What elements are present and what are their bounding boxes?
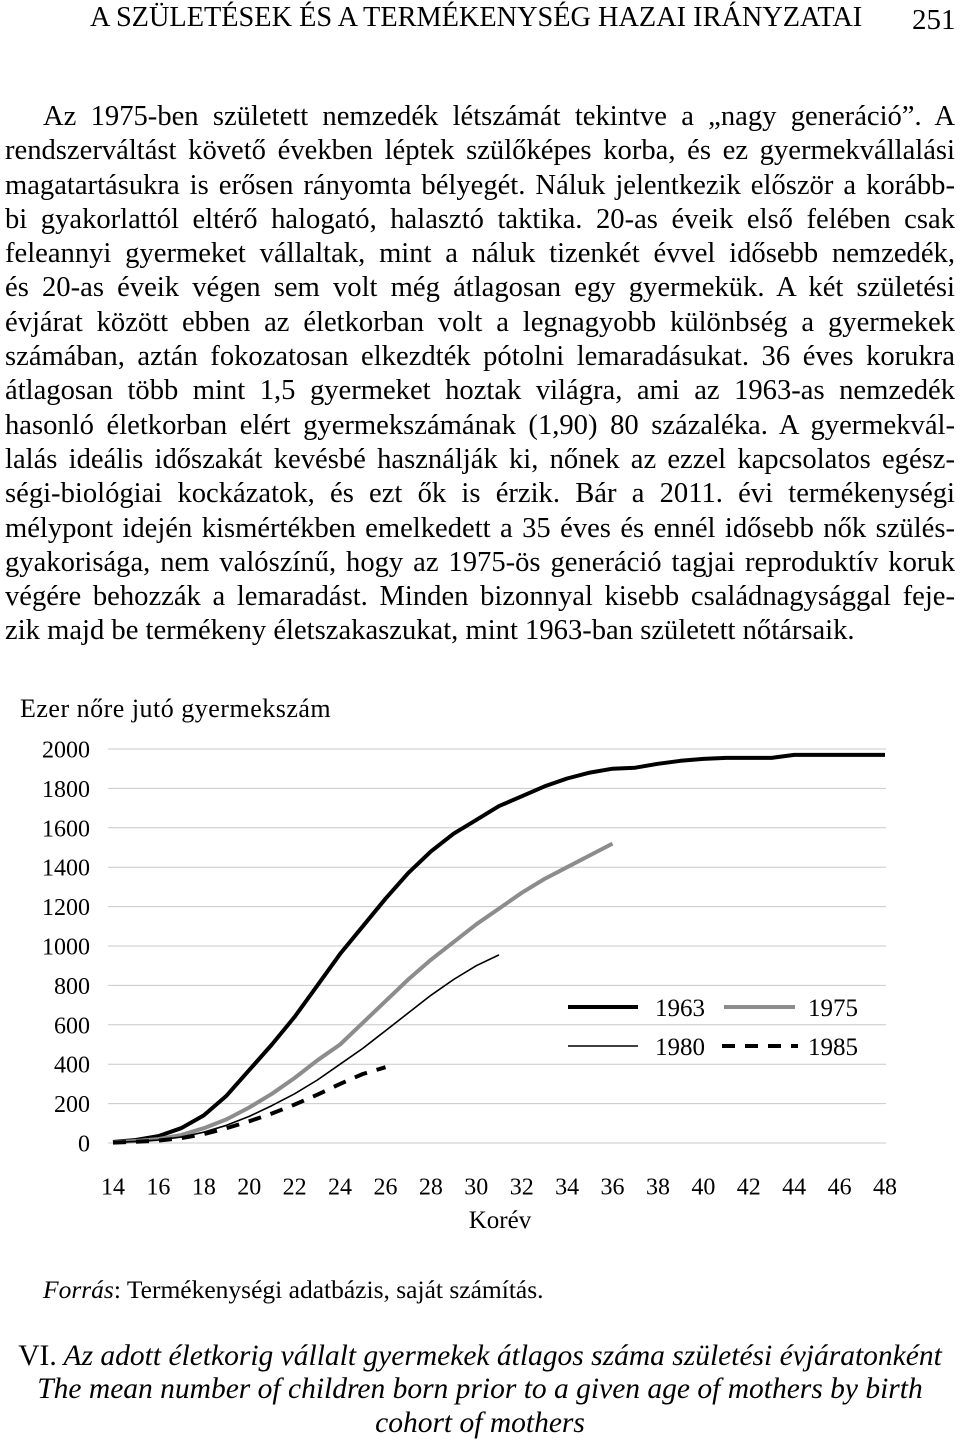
x-tick-label: 34 — [555, 1174, 580, 1201]
y-tick-label: 2000 — [42, 737, 90, 764]
legend-label-1963: 1963 — [655, 995, 705, 1022]
y-tick-label: 1800 — [42, 776, 90, 803]
series-line-1975 — [113, 844, 613, 1143]
y-tick-labels — [42, 738, 90, 1158]
x-tick-label: 20 — [237, 1174, 262, 1201]
body-text-line: gyakorisága, nem valószínű, hogy az 1975-ös generáció tagjai reproduktív koruk — [5, 546, 955, 578]
page-number: 251 — [912, 4, 956, 36]
x-tick-label: 38 — [645, 1174, 670, 1201]
x-tick-label: 24 — [328, 1174, 353, 1201]
body-text-line: ségi-biológiai kockázatok, és ezt ők is érzik. Bár a 2011. évi termékenységi — [5, 478, 955, 510]
body-text-line: számában, aztán fokozatosan elkezdték pótolni lemaradásukat. 36 éves korukra — [5, 341, 955, 373]
body-text-line: és 20-as éveik végen sem volt még átlagosan egy gyermekük. A két születési — [5, 272, 955, 304]
source-note — [43, 1275, 544, 1305]
x-tick-label: 36 — [600, 1174, 625, 1201]
y-tick-label: 600 — [54, 1013, 90, 1040]
y-tick-label: 1000 — [42, 934, 90, 961]
y-tick-label: 1400 — [42, 855, 90, 882]
x-tick-label: 40 — [691, 1174, 716, 1201]
legend-label-1975: 1975 — [808, 995, 858, 1022]
figure-title: Az adott életkorig vállalt gyermekek átlagos száma születési évjáratonként — [63, 1340, 942, 1372]
caption-line-en: The mean number of children born prior to a given age of mothers by birth — [37, 1373, 923, 1406]
x-tick-label: 32 — [509, 1174, 534, 1201]
body-text-line: Az 1975-ben született nemzedék létszámát tekintve a „nagy generáció”. A — [43, 101, 955, 132]
series-lines — [113, 755, 885, 1143]
body-text-line: rendszerváltást követő években léptek szülőképes korba, és ez gyermekvállalási — [5, 135, 955, 167]
source-text: : Termékenységi adatbázis, saját számítás. — [113, 1275, 544, 1304]
x-tick-label: 30 — [464, 1174, 489, 1201]
x-tick-labels — [101, 1175, 897, 1201]
y-tick-label: 400 — [54, 1052, 90, 1079]
series-line-1985 — [113, 1067, 386, 1142]
y-tick-label: 800 — [54, 973, 90, 1000]
line-chart — [0, 680, 960, 1250]
y-tick-label: 0 — [78, 1131, 90, 1158]
x-tick-label: 48 — [873, 1174, 897, 1201]
body-text-line: átlagosan több mint 1,5 gyermeket hoztak világra, ami az 1963-as nemzedék — [5, 375, 955, 407]
legend-label-1980: 1980 — [655, 1034, 705, 1061]
y-tick-label: 1600 — [42, 816, 90, 843]
x-tick-label: 46 — [827, 1174, 852, 1201]
x-tick-label: 28 — [418, 1174, 443, 1201]
y-tick-label: 1200 — [42, 895, 90, 922]
x-tick-label: 22 — [282, 1174, 307, 1201]
caption-line-en: cohort of mothers — [375, 1406, 585, 1439]
body-text-line: mélypont idején kismértékben emelkedett a 35 éves és ennél idősebb nők szülés- — [5, 512, 955, 544]
body-paragraph — [5, 100, 955, 649]
body-text-line: feleannyi gyermeket vállaltak, mint a náluk tizenkét évvel idősebb nemzedék, — [5, 238, 955, 270]
source-label: Forrás — [43, 1275, 114, 1304]
series-line-1963 — [113, 755, 885, 1142]
figure-caption — [0, 1340, 960, 1440]
figure-number: VI. — [18, 1340, 57, 1372]
x-axis-label: Korév — [468, 1207, 532, 1234]
x-tick-label: 44 — [782, 1174, 807, 1201]
body-text-line: évjárat között ebben az életkorban volt a legnagyobb különbség a gyermekek — [5, 306, 955, 338]
body-text-line: hasonló életkorban elért gyermekszámának (1,90) 80 százaléka. A gyermekvál- — [5, 409, 955, 441]
x-tick-label: 16 — [146, 1174, 171, 1201]
x-tick-label: 42 — [736, 1174, 761, 1201]
caption-line-hu — [0, 1340, 960, 1373]
y-tick-label: 200 — [54, 1092, 90, 1119]
x-tick-label: 26 — [373, 1174, 398, 1201]
x-tick-label: 18 — [191, 1174, 216, 1201]
legend — [568, 995, 858, 1061]
body-text-line: magatartásukra is erősen rányomta bélyegét. Náluk jelentkezik először a korább- — [5, 169, 955, 201]
series-line-1980 — [113, 955, 499, 1143]
body-text-line: bi gyakorlattól eltérő halogató, halasztó taktika. 20-as éveik első felében csak — [5, 203, 955, 235]
body-text-line: végére behozzák a lemaradást. Minden bizonnyal kisebb családnagysággal feje- — [5, 581, 955, 613]
body-text-line: zik majd be termékeny életszakaszukat, mint 1963-ban született nőtársaik. — [5, 615, 855, 647]
running-head: A SZÜLETÉSEK ÉS A TERMÉKENYSÉG HAZAI IRÁNYZATAI — [90, 2, 863, 33]
legend-label-1985: 1985 — [808, 1034, 858, 1061]
x-tick-label: 14 — [101, 1174, 125, 1201]
y-axis-label: Ezer nőre jutó gyermekszám — [20, 694, 332, 723]
body-text-line: lalás ideális időszakát kevésbé használják ki, nőnek az ezzel kapcsolatos egész- — [5, 443, 955, 475]
